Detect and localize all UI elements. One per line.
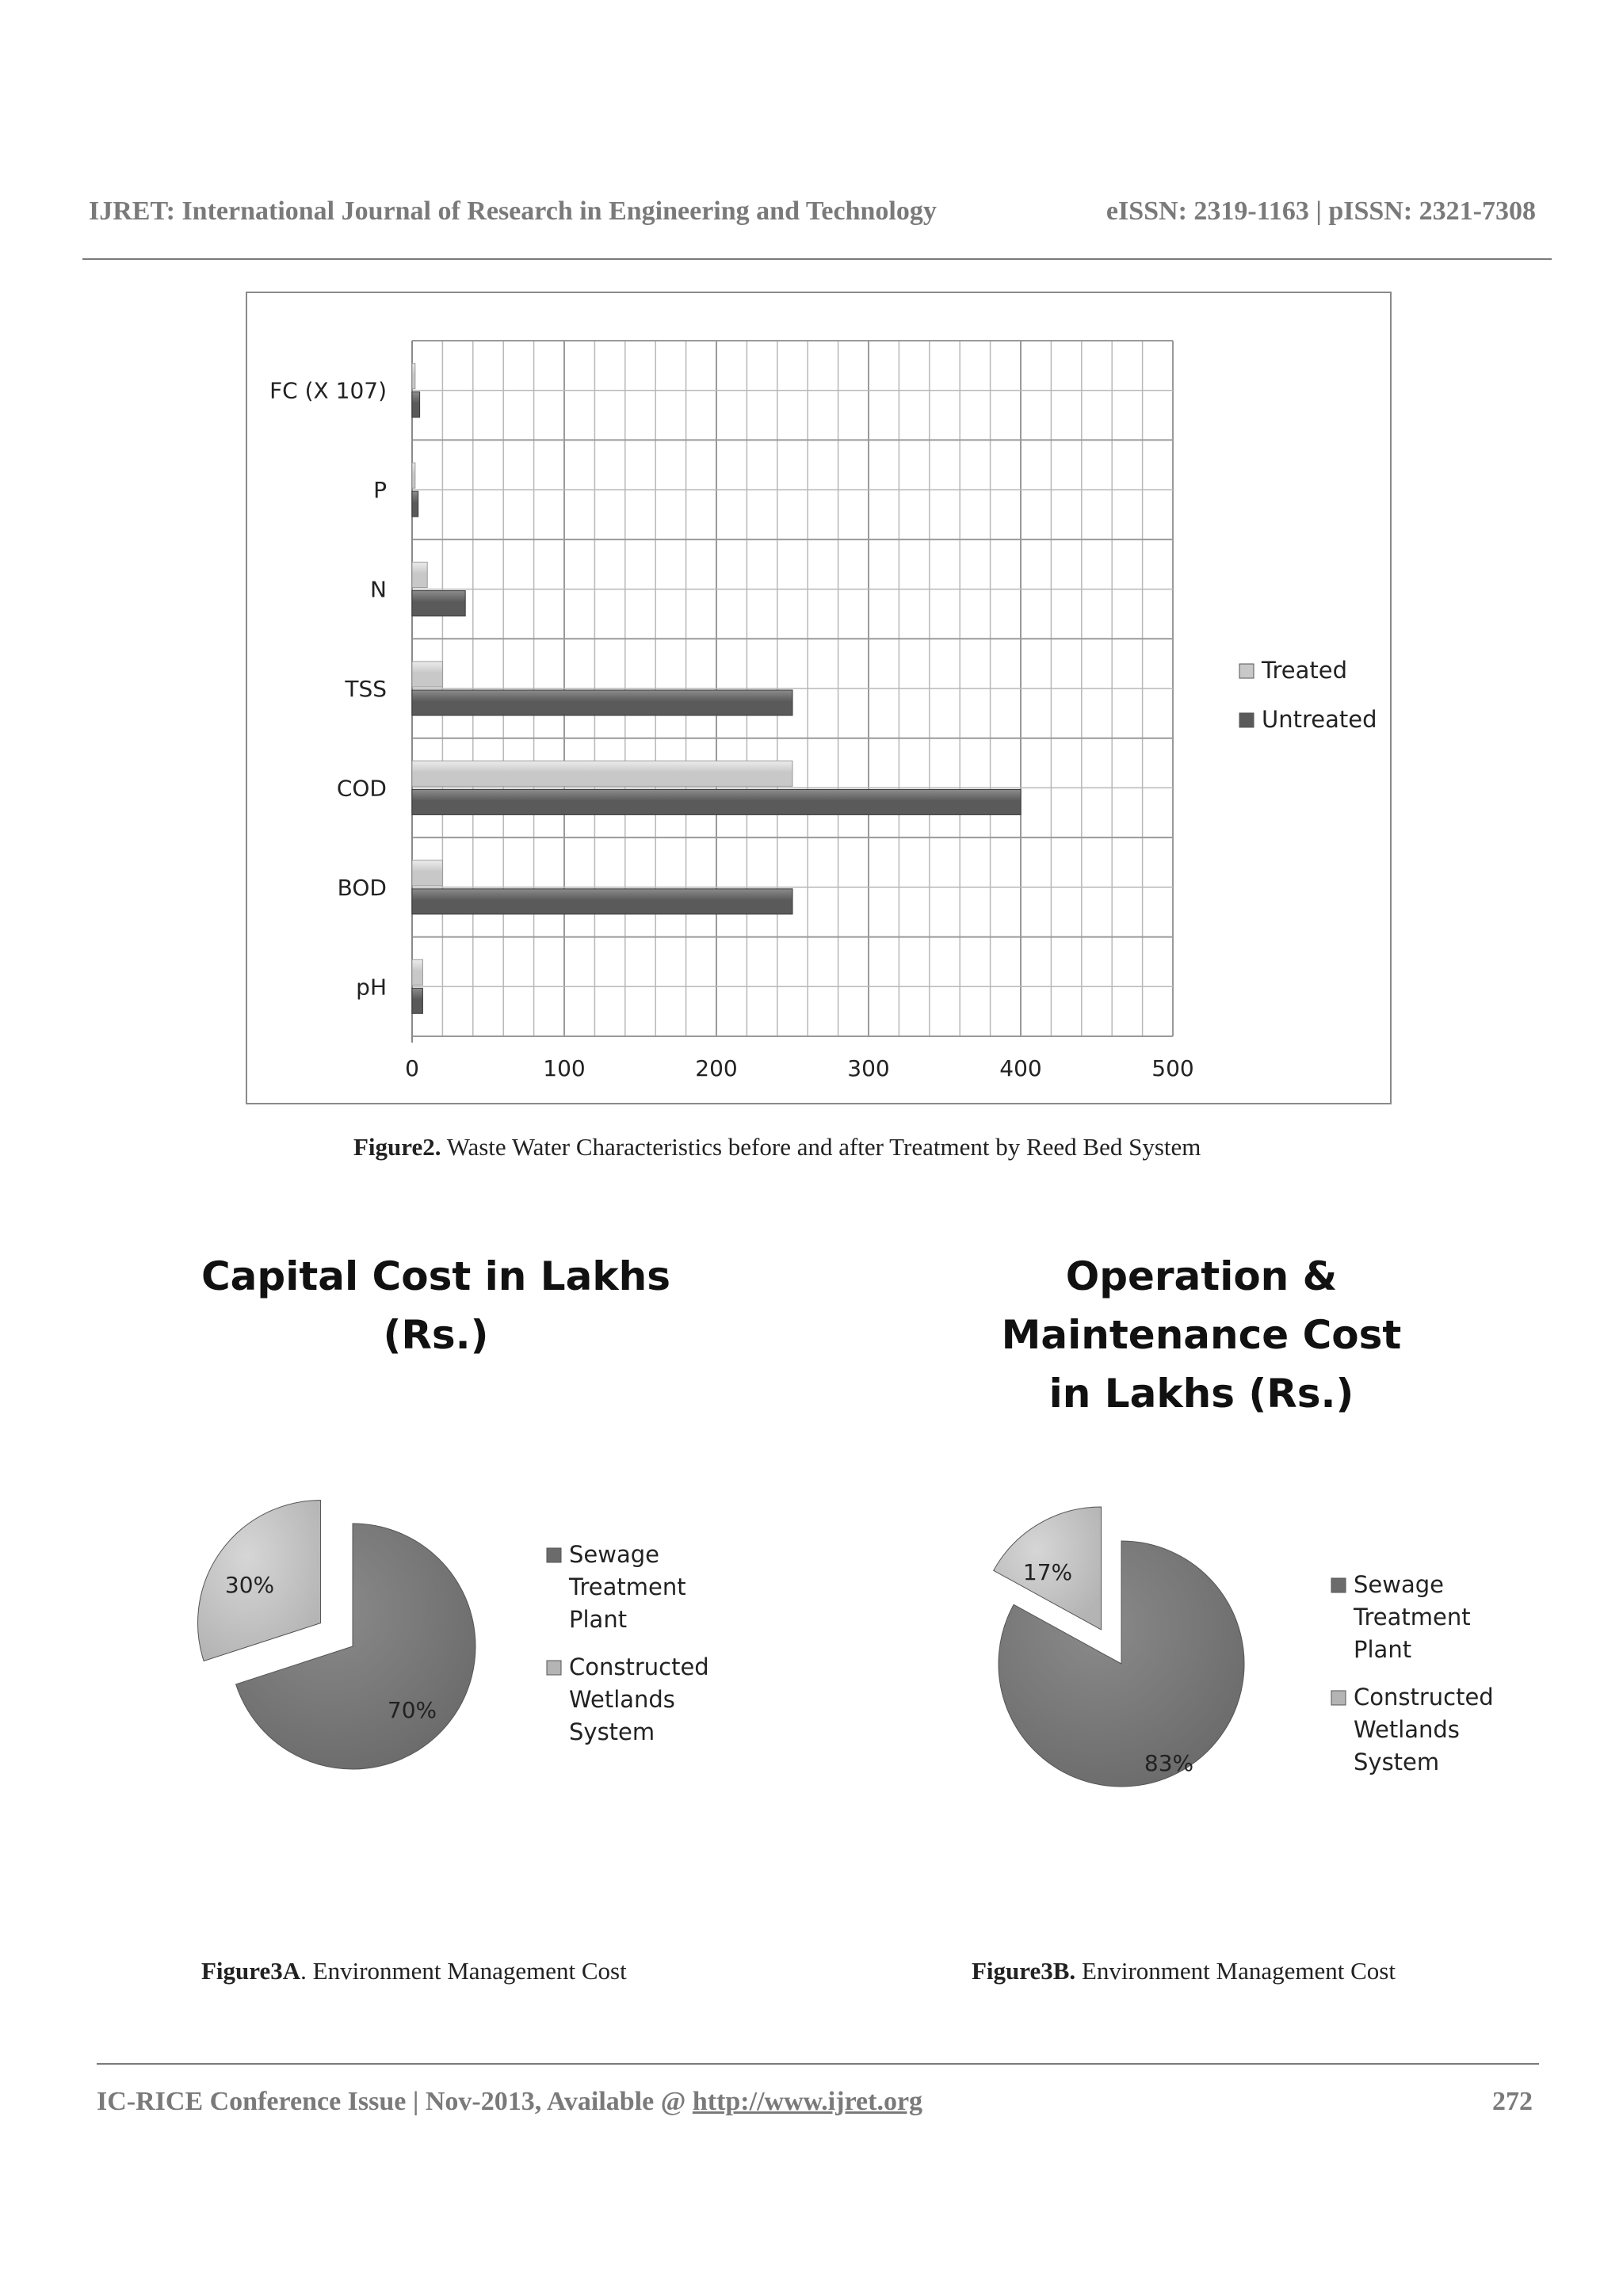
page-number: 272: [1492, 2087, 1533, 2116]
category-label-p: P: [373, 477, 387, 504]
figure2-caption: [353, 1133, 1201, 1161]
bar-untreated-n: [412, 591, 465, 616]
header-rule: [82, 258, 1552, 260]
bar-treated-bod: [412, 860, 442, 886]
om-cost-pie-chart: [951, 1489, 1617, 1838]
capital-cost-pie-chart: [158, 1474, 824, 1806]
legend-swatch-untreated: [1239, 713, 1254, 727]
bar-treated-tss: [412, 662, 442, 687]
legend-label-untreated: Untreated: [1262, 706, 1377, 733]
page-header: [89, 196, 1536, 227]
legend-swatch-sewage-treatment-plant: [1331, 1578, 1346, 1592]
x-tick-label: 100: [543, 1055, 586, 1081]
footer-text: [97, 2087, 922, 2117]
category-label-cod: COD: [336, 775, 387, 802]
bar-treated-fc-x-107: [412, 364, 415, 389]
bar-treated-ph: [412, 959, 422, 985]
bar-untreated-p: [412, 491, 418, 517]
figure3b-caption-text: Environment Management Cost: [1075, 1957, 1396, 1985]
pie-value-label-constructed-wetlands-system: 17%: [1022, 1559, 1073, 1585]
figure3b-caption: [972, 1957, 1396, 1985]
category-label-fc-x-107: FC (X 107): [269, 377, 387, 404]
om-cost-title: Operation & Maintenance Cost in Lakhs (Rs.): [1001, 1253, 1402, 1417]
bar-untreated-tss: [412, 690, 792, 715]
bar-treated-n: [412, 563, 427, 588]
figure2-caption-text: Waste Water Characteristics before and after Treatment by Reed Bed System: [441, 1133, 1201, 1161]
legend-label-sewage-treatment-plant: Sewage Treatment Plant: [1354, 1571, 1471, 1663]
legend-label-constructed-wetlands-system: Constructed Wetlands System: [569, 1653, 709, 1745]
legend-swatch-constructed-wetlands-system: [547, 1661, 561, 1675]
bar-untreated-ph: [412, 988, 422, 1013]
pie-value-label-sewage-treatment-plant: 70%: [387, 1697, 437, 1723]
figure3a-caption-text: . Environment Management Cost: [300, 1957, 627, 1985]
category-label-n: N: [370, 576, 387, 603]
pie-value-label-sewage-treatment-plant: 83%: [1144, 1750, 1194, 1776]
bar-untreated-fc-x-107: [412, 392, 420, 418]
footer-link[interactable]: http://www.ijret.org: [692, 2087, 923, 2116]
category-label-tss: TSS: [345, 676, 387, 702]
figure2-caption-label: Figure2.: [353, 1133, 441, 1161]
legend-swatch-constructed-wetlands-system: [1331, 1691, 1346, 1705]
pie-value-label-constructed-wetlands-system: 30%: [224, 1572, 275, 1598]
x-tick-label: 0: [405, 1055, 419, 1081]
capital-cost-title: Capital Cost in Lakhs (Rs.): [200, 1253, 671, 1358]
legend-label-treated: Treated: [1262, 657, 1347, 684]
category-label-ph: pH: [356, 974, 387, 1001]
legend-swatch-treated: [1239, 664, 1254, 678]
page-footer: [97, 2087, 1533, 2117]
x-tick-label: 200: [695, 1055, 738, 1081]
x-tick-label: 400: [999, 1055, 1042, 1081]
bar-treated-p: [412, 463, 415, 488]
legend-label-sewage-treatment-plant: Sewage Treatment Plant: [569, 1541, 686, 1633]
footer-rule: [97, 2063, 1539, 2065]
figure2-bar-chart: [247, 293, 1390, 1103]
legend-label-constructed-wetlands-system: Constructed Wetlands System: [1354, 1684, 1494, 1775]
bar-untreated-bod: [412, 889, 792, 914]
footer-issue-text: IC-RICE Conference Issue | Nov-2013, Available @: [97, 2087, 693, 2116]
x-tick-label: 300: [847, 1055, 890, 1081]
figure3a-caption: [201, 1957, 627, 1985]
issn-text: eISSN: 2319-1163 | pISSN: 2321-7308: [1106, 196, 1536, 226]
figure3b-caption-label: Figure3B.: [972, 1957, 1076, 1985]
bar-untreated-cod: [412, 789, 1021, 814]
journal-title: IJRET: International Journal of Research in Engineering and Technology: [89, 196, 937, 226]
bar-treated-cod: [412, 761, 792, 786]
legend-swatch-sewage-treatment-plant: [547, 1548, 561, 1562]
category-label-bod: BOD: [337, 874, 387, 901]
figure3a-caption-label: Figure3A: [201, 1957, 301, 1985]
x-tick-label: 500: [1151, 1055, 1194, 1081]
figure2-chart-frame: [246, 292, 1392, 1104]
